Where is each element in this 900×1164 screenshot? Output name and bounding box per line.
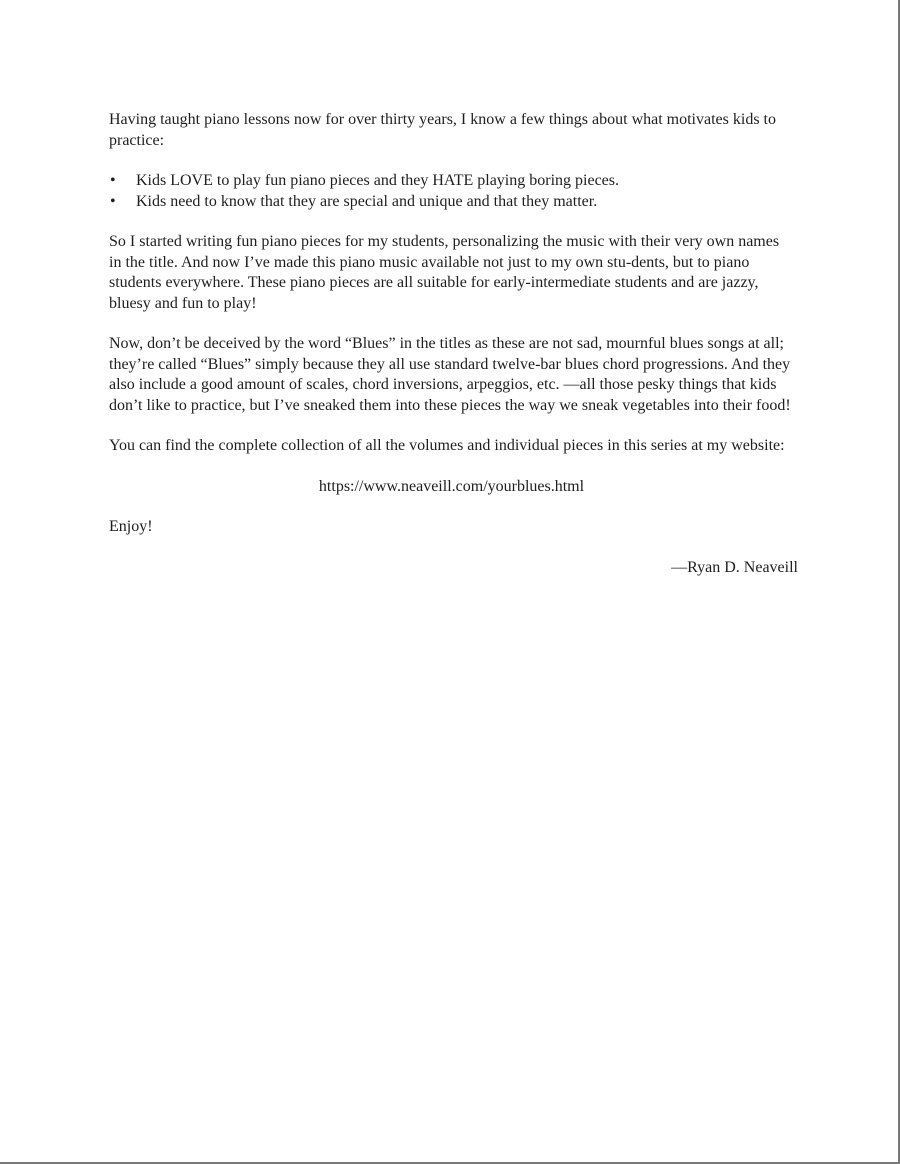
list-item xyxy=(109,171,794,192)
intro-paragraph: Having taught piano lessons now for over thirty years, I know a few things about what motivates kids to practice: xyxy=(109,111,776,149)
bullet-list xyxy=(109,171,794,212)
paragraph-blues: Now, don’t be deceived by the word “Blues” in the titles as these are not sad, mournful blues songs at all; they’re called “Blues” simply because they all use standard twelve-bar blues chord progressions. And they also include a good amount of scales, chord inversions, arpeggios, etc. —all those pesky things that kids don’t like to practice, but I’ve sneaked them into these pieces the way we sneak vegetables into their food! xyxy=(109,335,791,414)
website-link[interactable]: https://www.neaveill.com/yourblues.html xyxy=(318,477,585,495)
paragraph-students: So I started writing fun piano pieces for my students, personalizing the music with their very own names in the title. And now I’ve made this piano music available not just to my own stu-dents, but to piano students everywhere. These piano pieces are all suitable for early-intermediate students and are jazzy, bluesy and fun to play! xyxy=(109,233,780,312)
paragraph-website: You can find the complete collection of all the volumes and individual pieces in this series at my website: xyxy=(109,437,785,454)
bullet-text: Kids need to know that they are special and unique and that they matter. xyxy=(136,192,598,210)
document-body xyxy=(109,110,798,598)
closing-text: Enjoy! xyxy=(109,518,153,535)
bullet-text: Kids LOVE to play fun piano pieces and they HATE playing boring pieces. xyxy=(136,172,619,189)
list-item xyxy=(109,192,794,213)
bullet-icon: • xyxy=(110,172,116,189)
signature: —Ryan D. Neaveill xyxy=(671,558,798,576)
bullet-icon: • xyxy=(110,192,116,210)
